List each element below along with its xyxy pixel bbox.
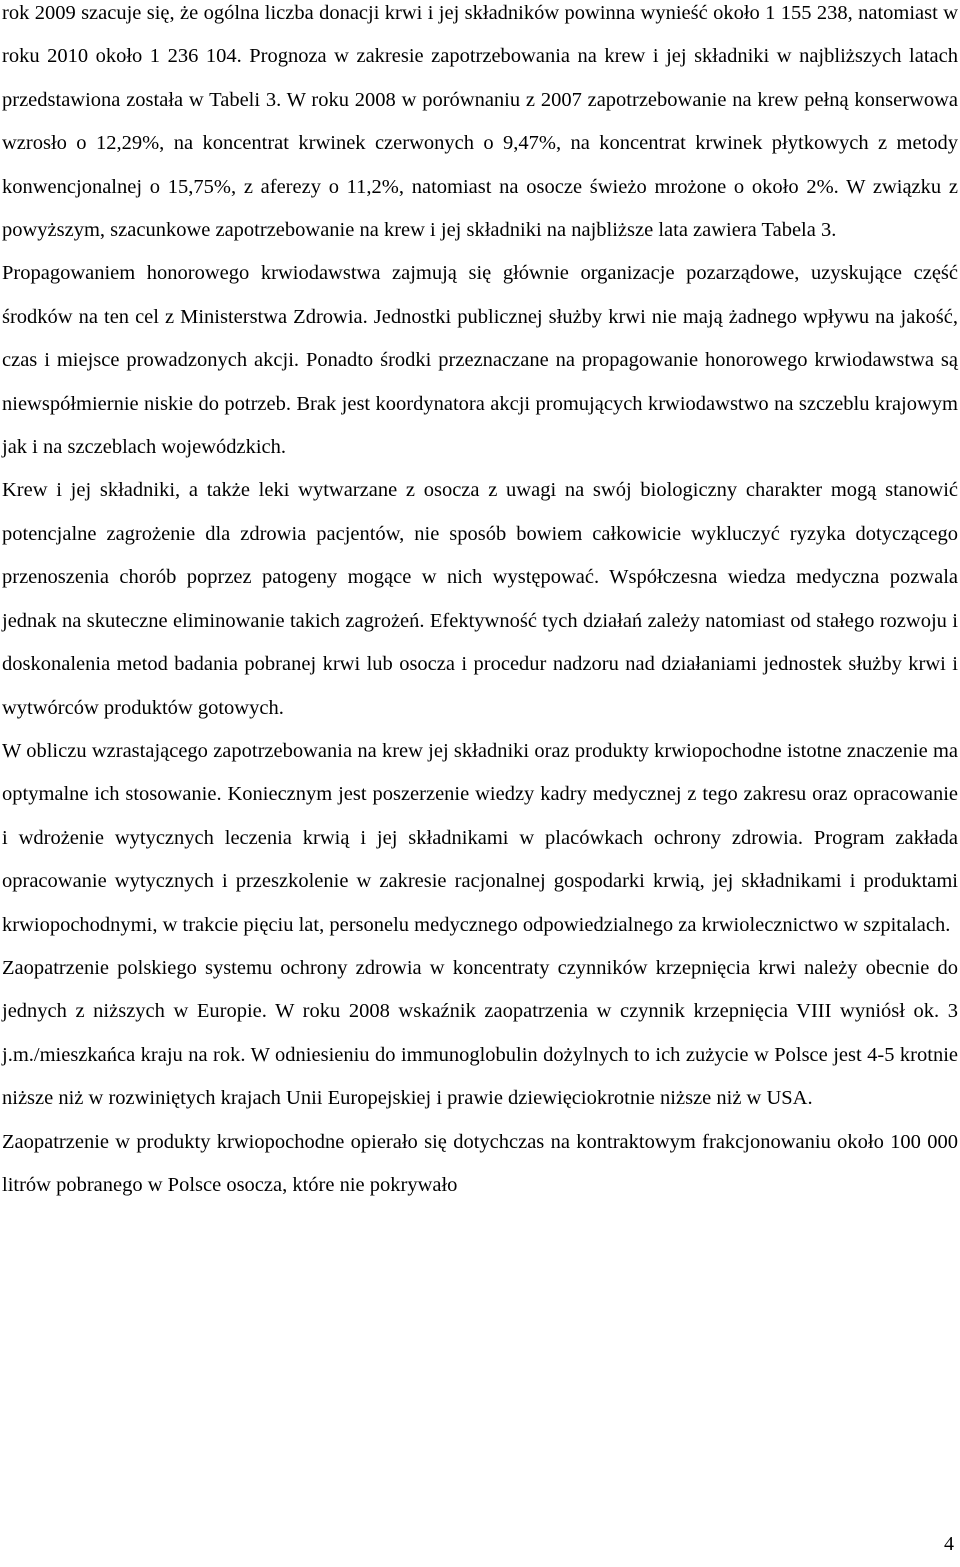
paragraph-blood-donation-promotion: Propagowaniem honorowego krwiodawstwa zajmują się głównie organizacje pozarządowe, uzyskujące część środków na ten cel z Ministerstwa Zdrowia. Jednostki publicznej służby krwi nie mają żadnego wpływu na jakość, czas i miejsce prowadzonych akcji. Ponadto środki przeznaczane na propagowanie honorowego krwiodawstwa są niewspółmiernie niskie do potrzeb. Brak jest koordynatora akcji promujących krwiodawstwo na szczeblu krajowym jak i na szczeblach wojewódzkich.: [2, 262, 958, 459]
paragraph-clotting-factor-supply: Zaopatrzenie polskiego systemu ochrony zdrowia w koncentraty czynników krzepnięcia krwi należy obecnie do jednych z niższych w Europie. W roku 2008 wskaźnik zaopatrzenia w czynnik krzepnięcia VIII wyniósł ok. 3 j.m./mieszkańca kraju na rok. W odniesieniu do immunoglobulin dożylnych to ich zużycie w Polsce jest 4-5 krotnie niższe niż w rozwiniętych krajach Unii Europejskiej i prawie dziewięciokrotnie niższe niż w USA.: [2, 956, 958, 1110]
paragraph-optimal-use: W obliczu wzrastającego zapotrzebowania na krew jej składniki oraz produkty krwiopochodne istotne znaczenie ma optymalne ich stosowanie. Koniecznym jest poszerzenie wiedzy kadry medycznej z tego zakresu oraz opracowanie i wdrożenie wytycznych leczenia krwią i jej składnikami w placówkach ochrony zdrowia. Program zakłada opracowanie wytycznych i przeszkolenie w zakresie racjonalnej gospodarki krwią, jej składnikami i produktami krwiopochodnymi, w trakcie pięciu lat, personelu medycznego odpowiedzialnego za krwiolecznictwo w szpitalach.: [2, 739, 958, 936]
paragraph-plasma-fractionation: Zaopatrzenie w produkty krwiopochodne opierało się dotychczas na kontraktowym frakcjonowaniu około 100 000 litrów pobranego w Polsce osocza, które nie pokrywało: [2, 1130, 958, 1196]
paragraph-biological-risk: Krew i jej składniki, a także leki wytwarzane z osocza z uwagi na swój biologiczny charakter mogą stanowić potencjalne zagrożenie dla zdrowia pacjentów, nie sposób bowiem całkowicie wykluczyć ryzyka dotyczącego przenoszenia chorób poprzez patogeny mogące w nich występować. Współczesna wiedza medyczna pozwala jednak na skuteczne eliminowanie takich zagrożeń. Efektywność tych działań zależy natomiast od stałego rozwoju i doskonalenia metod badania pobranej krwi lub osocza i procedur nadzoru nad działaniami jednostek służby krwi i wytwórców produktów gotowych.: [2, 479, 958, 719]
page-number: 4: [944, 1533, 954, 1555]
paragraph-blood-demand-forecast: rok 2009 szacuje się, że ogólna liczba donacji krwi i jej składników powinna wynieść około 1 155 238, natomiast w roku 2010 około 1 236 104. Prognoza w zakresie zapotrzebowania na krew i jej składniki w najbliższych latach przedstawiona została w Tabeli 3. W roku 2008 w porównaniu z 2007 zapotrzebowanie na krew pełną konserwowa wzrosło o 12,29%, na koncentrat krwinek czerwonych o 9,47%, na koncentrat krwinek płytkowych z metody konwencjonalnej o 15,75%, z aferezy o 11,2%, natomiast na osocze świeżo mrożone o około 2%. W związku z powyższym, szacunkowe zapotrzebowanie na krew i jej składniki na najbliższe lata zawiera Tabela 3.: [2, 2, 958, 242]
document-body: [2, 0, 958, 1207]
